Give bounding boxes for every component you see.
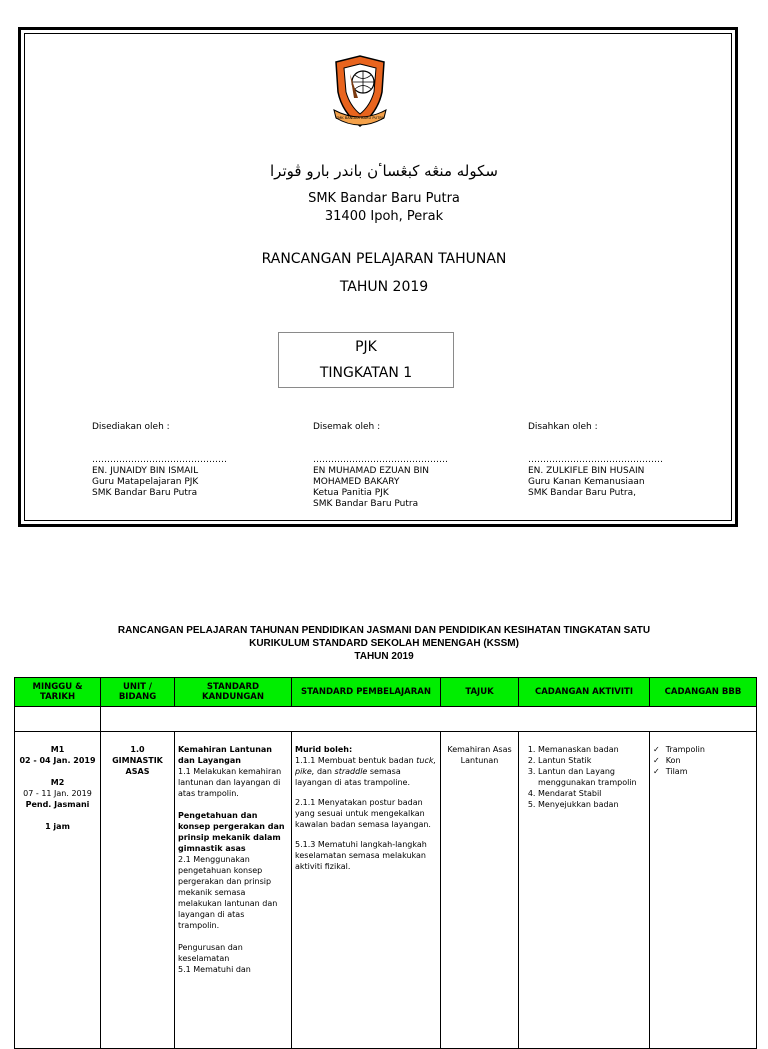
plan-heading-line3: TAHUN 2019 <box>354 651 414 662</box>
col-learning-standard: STANDARD PEMBELAJARAN <box>292 678 441 707</box>
signatory-label: Disediakan oleh : <box>92 422 170 432</box>
list-item: ✓ Tilam <box>653 766 753 777</box>
cell-activities <box>519 732 650 1049</box>
list-item: ✓ Kon <box>653 755 753 766</box>
sk-heading-1: Kemahiran Lantunan dan Layangan <box>178 745 272 765</box>
list-item: 5. Menyejukkan badan <box>538 799 646 810</box>
signature-line: ……………………………………… <box>313 455 448 465</box>
cell-week <box>15 732 101 1049</box>
signatory-role: Ketua Panitia PJK <box>313 488 389 498</box>
sp-intro: Murid boleh: <box>295 745 353 754</box>
school-name: SMK Bandar Baru Putra <box>308 191 460 206</box>
duration: 1 jam <box>45 822 70 831</box>
cell-materials <box>650 732 757 1049</box>
sk-heading-3: Pengurusan dan keselamatan <box>178 943 243 963</box>
date-1: 02 - 04 Jan. 2019 <box>19 756 96 765</box>
week-1: M1 <box>50 745 65 754</box>
signatory-school: SMK Bandar Baru Putra <box>313 499 419 509</box>
plan-heading-line2: KURIKULUM STANDARD SEKOLAH MENENGAH (KSSM) <box>249 638 519 649</box>
week-2: M2 <box>50 778 65 787</box>
list-item: ✓ Trampolin <box>653 744 753 755</box>
sk-heading-2: Pengetahuan dan konsep pergerakan dan prinsip mekanik dalam gimnastik asas <box>178 811 285 853</box>
subject-level: TINGKATAN 1 <box>319 365 413 381</box>
col-topic: TAJUK <box>441 678 519 707</box>
signatory-role: Guru Matapelajaran PJK <box>92 477 199 487</box>
activity-list <box>522 744 646 810</box>
signatory-label: Disemak oleh : <box>313 422 381 432</box>
signature-line: ……………………………………… <box>528 455 663 465</box>
signatory-name-cont: MOHAMED BAKARY <box>313 477 400 487</box>
list-item: 4. Mendarat Stabil <box>538 788 646 799</box>
subject-box <box>278 332 454 388</box>
sp-item-1: 1.1.1 Membuat bentuk badan tuck, pike, dan straddle semasa layangan di atas trampoline. <box>295 756 437 787</box>
cell-learning-standard <box>292 732 441 1049</box>
sp-item-2: 2.1.1 Menyatakan postur badan yang sesuai untuk mengekalkan kawalan badan semasa layangan. <box>295 798 431 829</box>
school-name-jawi: سکوله منڠه کبڠساٴن باندر بارو ڤوترا <box>270 162 498 180</box>
list-item: 1. Memanaskan badan <box>538 744 646 755</box>
school-info <box>0 190 768 226</box>
signatory-role: Guru Kanan Kemanusiaan <box>528 477 645 487</box>
cell-content-standard <box>175 732 292 1049</box>
logo-ribbon-text: SMK BANDAR BARU PUTRA <box>335 116 385 120</box>
cell-topic: Kemahiran Asas Lantunan <box>441 732 519 1049</box>
plan-heading-line1: RANCANGAN PELAJARAN TAHUNAN PENDIDIKAN JASMANI DAN PENDIDIKAN KESIHATAN TINGKATAN SATU <box>117 625 651 636</box>
col-content-standard: STANDARD KANDUNGAN <box>175 678 292 707</box>
document-year: TAHUN 2019 <box>339 279 429 295</box>
week-note: Pend. Jasmani <box>25 800 90 809</box>
sp-item-3: 5.1.3 Mematuhi langkah-langkah keselamatan semasa melakukan aktiviti fizikal. <box>295 840 427 871</box>
school-crest-logo <box>330 52 390 130</box>
document-title: RANCANGAN PELAJARAN TAHUNAN <box>261 251 507 267</box>
col-activities: CADANGAN AKTIVITI <box>519 678 650 707</box>
signatory-name: EN. ZULKIFLE BIN HUSAIN <box>528 466 645 476</box>
signatory-school: SMK Bandar Baru Putra <box>92 488 198 498</box>
school-address: 31400 Ipoh, Perak <box>324 209 444 224</box>
signatory-label: Disahkan oleh : <box>528 422 598 432</box>
table-header-row <box>15 678 757 707</box>
signatory-prepared <box>92 422 227 499</box>
sk-text-2: 2.1 Menggunakan pengetahuan konsep pergerakan dan prinsip mekanik semasa melakukan lantunan dan layangan di atas trampolin. <box>178 855 278 930</box>
col-materials: CADANGAN BBB <box>650 678 757 707</box>
materials-list <box>653 744 753 777</box>
yearly-plan-table <box>14 677 757 1049</box>
signatory-school: SMK Bandar Baru Putra, <box>528 488 636 498</box>
signature-line: ……………………………………… <box>92 455 227 465</box>
table-row <box>15 732 757 1049</box>
table-row-blank <box>15 707 757 732</box>
subject-name: PJK <box>355 339 377 355</box>
sk-text-3: 5.1 Mematuhi dan <box>178 965 251 974</box>
signatory-approved <box>528 422 663 499</box>
list-item: 2. Lantun Statik <box>538 755 646 766</box>
signatory-name: EN. JUNAIDY BIN ISMAIL <box>92 466 199 476</box>
signatory-checked <box>313 422 448 510</box>
signatory-name: EN MUHAMAD EZUAN BIN <box>313 466 430 476</box>
sk-text-1: 1.1 Melakukan kemahiran lantunan dan layangan di atas trampolin. <box>178 767 282 798</box>
plan-heading <box>0 624 768 663</box>
unit-name: 1.0 GIMNASTIK ASAS <box>112 745 163 776</box>
col-week-date: MINGGU & TARIKH <box>15 678 101 707</box>
list-item: 3. Lantun dan Layang menggunakan trampolin <box>538 766 646 788</box>
col-unit: UNIT / BIDANG <box>101 678 175 707</box>
date-2: 07 - 11 Jan. 2019 <box>23 789 92 798</box>
cell-unit <box>101 732 175 1049</box>
